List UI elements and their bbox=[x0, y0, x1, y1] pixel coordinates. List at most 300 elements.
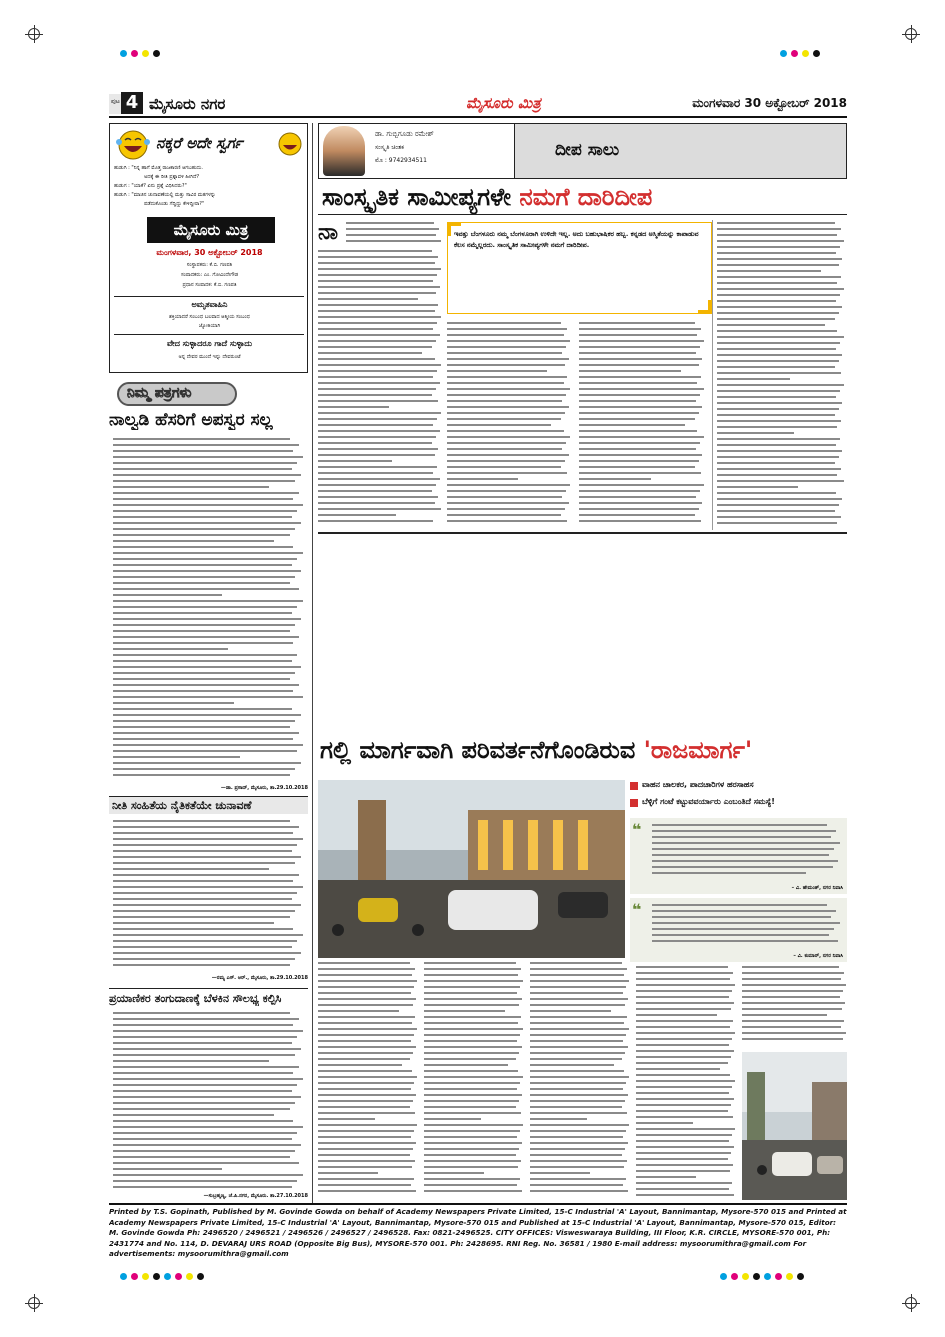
text-line bbox=[424, 1154, 516, 1156]
letter3-body bbox=[113, 1012, 305, 1192]
letter2-signature: —ರಮ್ಯ ಎಸ್. ಆರ್., ಮೈಸೂರು, ತಾ.29.10.2018 bbox=[211, 975, 308, 981]
text-line bbox=[318, 986, 414, 988]
text-line bbox=[742, 972, 844, 974]
text-line bbox=[717, 330, 837, 332]
text-line bbox=[530, 962, 622, 964]
text-line bbox=[424, 1076, 523, 1078]
text-line bbox=[579, 460, 699, 462]
text-line bbox=[424, 1016, 521, 1018]
text-line bbox=[113, 522, 301, 524]
text-line bbox=[530, 1016, 627, 1018]
text-line bbox=[113, 690, 293, 692]
amruta-title: ಅಮೃತವಾಹಿನಿ bbox=[191, 300, 228, 309]
text-line bbox=[742, 990, 843, 992]
text-line bbox=[530, 1052, 625, 1054]
text-line bbox=[652, 934, 829, 936]
text-line bbox=[424, 1178, 520, 1180]
color-bar bbox=[720, 1273, 804, 1280]
text-line bbox=[447, 334, 564, 336]
quote1-signature: – ವಿ. ಹೇಮಂತ್, ನಗರ ನಿವಾಸಿ bbox=[791, 885, 843, 891]
mastbox-founder: ಸಂಸ್ಥಾಪಕರು: ಕೆ.ಬಿ. ಗಣಪತಿ bbox=[186, 262, 233, 268]
text-line bbox=[318, 1112, 415, 1114]
text-line bbox=[447, 394, 566, 396]
text-line bbox=[636, 1068, 720, 1070]
text-line bbox=[113, 606, 297, 608]
letter1-signature: —ಡಾ. ಪ್ರಸಾದ್, ಮೈಸೂರು, ತಾ.29.10.2018 bbox=[220, 785, 308, 791]
text-line bbox=[318, 1100, 413, 1102]
text-line bbox=[652, 866, 833, 868]
text-line bbox=[717, 276, 841, 278]
text-line bbox=[113, 744, 303, 746]
feature-headline bbox=[318, 183, 847, 215]
text-line bbox=[636, 966, 728, 968]
text-line bbox=[579, 334, 697, 336]
rajmarg-quote1 bbox=[630, 818, 847, 894]
text-line bbox=[530, 1136, 623, 1138]
text-line bbox=[636, 1128, 735, 1130]
page-number: 4 bbox=[121, 92, 143, 114]
text-line bbox=[318, 262, 435, 264]
text-line bbox=[579, 430, 697, 432]
text-line bbox=[113, 958, 295, 960]
text-line bbox=[717, 306, 842, 308]
text-line bbox=[447, 400, 562, 402]
footer-rule bbox=[109, 1203, 847, 1205]
page-prefix: ಪುಟ bbox=[111, 98, 120, 105]
text-line bbox=[424, 1112, 521, 1114]
text-line bbox=[424, 1172, 484, 1174]
text-line bbox=[318, 1028, 417, 1030]
text-line bbox=[113, 1084, 297, 1086]
text-line bbox=[113, 486, 269, 488]
text-line bbox=[579, 358, 702, 360]
text-line bbox=[717, 264, 839, 266]
text-line bbox=[717, 318, 835, 320]
text-line bbox=[717, 474, 837, 476]
pull-quote bbox=[447, 222, 712, 314]
text-line bbox=[636, 1110, 728, 1112]
text-line bbox=[717, 510, 835, 512]
text-line bbox=[424, 1142, 522, 1144]
feature-body bbox=[717, 222, 845, 528]
text-line bbox=[447, 508, 565, 510]
text-line bbox=[113, 1186, 292, 1188]
text-line bbox=[346, 222, 434, 224]
letter3-signature: —ಸುಬ್ರಹ್ಮಣ್ಯ, ಜೆ.ಪಿ.ನಗರ, ಮೈಸೂರು. ತಾ.27.10.2018 bbox=[203, 1193, 308, 1199]
text-line bbox=[318, 1094, 416, 1096]
text-line bbox=[579, 466, 695, 468]
text-line bbox=[113, 1042, 292, 1044]
text-line bbox=[579, 454, 702, 456]
sidebar-box bbox=[109, 123, 308, 373]
text-line bbox=[579, 340, 704, 342]
text-line bbox=[447, 370, 547, 372]
text-line bbox=[113, 762, 301, 764]
text-line bbox=[113, 874, 299, 876]
text-line bbox=[113, 516, 292, 518]
text-line bbox=[717, 294, 840, 296]
text-line bbox=[318, 478, 440, 480]
text-line bbox=[424, 1070, 518, 1072]
text-line bbox=[530, 1034, 626, 1036]
laughing-face-icon bbox=[276, 130, 304, 158]
author-name: ಡಾ. ಗುಬ್ಬಿಗೂಡು ರಮೇಶ್ bbox=[375, 130, 434, 138]
text-line bbox=[318, 1178, 414, 1180]
text-line bbox=[424, 1184, 517, 1186]
text-line bbox=[113, 756, 240, 758]
text-line bbox=[717, 480, 844, 482]
text-line bbox=[717, 288, 844, 290]
text-line bbox=[113, 774, 290, 776]
text-line bbox=[113, 1090, 292, 1092]
text-line bbox=[318, 962, 410, 964]
text-line bbox=[424, 1028, 523, 1030]
text-line bbox=[318, 514, 396, 516]
text-line bbox=[530, 1040, 623, 1042]
text-line bbox=[717, 342, 840, 344]
text-line bbox=[113, 1048, 301, 1050]
text-line bbox=[530, 1028, 629, 1030]
text-line bbox=[742, 978, 841, 980]
text-line bbox=[318, 1172, 378, 1174]
text-line bbox=[318, 406, 389, 408]
rajmarg-photo-main bbox=[318, 780, 625, 958]
text-line bbox=[447, 352, 562, 354]
text-line bbox=[447, 364, 565, 366]
text-line bbox=[113, 1126, 303, 1128]
text-line bbox=[579, 412, 699, 414]
text-line bbox=[579, 514, 695, 516]
text-line bbox=[318, 460, 392, 462]
text-line bbox=[717, 432, 794, 434]
text-line bbox=[113, 450, 293, 452]
text-line bbox=[652, 836, 831, 838]
text-line bbox=[447, 472, 567, 474]
text-line bbox=[113, 1138, 292, 1140]
text-line bbox=[424, 1010, 505, 1012]
text-line bbox=[318, 448, 438, 450]
text-line bbox=[113, 546, 293, 548]
text-line bbox=[636, 1158, 728, 1160]
text-line bbox=[717, 450, 842, 452]
divider bbox=[114, 296, 304, 297]
text-line bbox=[636, 978, 730, 980]
text-line bbox=[717, 516, 841, 518]
text-line bbox=[636, 1080, 735, 1082]
text-line bbox=[318, 1010, 399, 1012]
mastbox-date: ಮಂಗಳವಾರ, 30 ಅಕ್ಟೋಬರ್ 2018 bbox=[156, 248, 263, 257]
text-line bbox=[424, 968, 521, 970]
text-line bbox=[113, 838, 303, 840]
text-line bbox=[424, 1100, 519, 1102]
text-line bbox=[717, 402, 842, 404]
feature-body bbox=[318, 250, 442, 528]
text-line bbox=[530, 1094, 628, 1096]
text-line bbox=[318, 1160, 415, 1162]
text-line bbox=[424, 1022, 518, 1024]
text-line bbox=[346, 228, 439, 230]
text-line bbox=[113, 1012, 290, 1014]
text-line bbox=[717, 414, 835, 416]
text-line bbox=[318, 394, 432, 396]
text-line bbox=[318, 334, 440, 336]
text-line bbox=[636, 1074, 730, 1076]
text-line bbox=[717, 354, 842, 356]
text-line bbox=[113, 886, 303, 888]
text-line bbox=[318, 1076, 417, 1078]
text-line bbox=[652, 854, 829, 856]
text-line bbox=[717, 504, 839, 506]
text-line bbox=[530, 1184, 623, 1186]
text-line bbox=[318, 1064, 402, 1066]
text-line bbox=[318, 1052, 413, 1054]
text-line bbox=[318, 364, 441, 366]
bullet-icon bbox=[630, 799, 638, 807]
text-line bbox=[579, 472, 701, 474]
text-line bbox=[579, 322, 695, 324]
text-line bbox=[579, 364, 699, 366]
text-line bbox=[447, 346, 566, 348]
laughing-emoji-icon bbox=[114, 128, 152, 162]
text-line bbox=[113, 480, 295, 482]
text-line bbox=[318, 1184, 411, 1186]
joke-line: ಹುಡುಗಿ : "ನಿನ್ನ ಹಾಗೆ ಮೊತ್ತ ರಾಜಕಾರಣಿ ಆಗಬಹುದು. bbox=[114, 165, 203, 171]
text-line bbox=[318, 998, 416, 1000]
color-bar bbox=[120, 50, 160, 57]
text-line bbox=[318, 520, 433, 522]
page-header bbox=[109, 92, 847, 114]
text-line bbox=[318, 466, 437, 468]
text-line bbox=[636, 1008, 731, 1010]
text-line bbox=[717, 396, 836, 398]
text-line bbox=[636, 984, 735, 986]
text-line bbox=[113, 1120, 293, 1122]
text-line bbox=[113, 964, 290, 966]
rajmarg-body bbox=[424, 962, 524, 1200]
text-line bbox=[579, 376, 701, 378]
text-line bbox=[447, 448, 562, 450]
text-line bbox=[742, 966, 839, 968]
text-line bbox=[318, 1022, 412, 1024]
text-line bbox=[579, 370, 681, 372]
text-line bbox=[318, 1118, 375, 1120]
rajmarg-headline bbox=[318, 736, 847, 778]
text-line bbox=[530, 1106, 622, 1108]
text-line bbox=[424, 998, 522, 1000]
text-line bbox=[717, 522, 837, 524]
feature-body bbox=[447, 322, 571, 528]
pull-quote-text: ಇವತ್ತು ಬೆಂಗಳೂರು ನಮ್ಮ ಬೆಂಗಳೂರಾಗಿ ಉಳಿದೇ ಇಲ್ಲ. ಅದು ಬಹುಭಾಷಿಕರ ಹಬ್ಬ. ಕನ್ನಡದ ಅಸ್ಮಿತೆಯನ್ನು ಕಾಪಾಡುವ ಕೆಲಸ ನಮ್ಮೆಲ್ಲರದು. ಸಾಂಸ್ಕೃತಿಕ ಸಾಮೀಪ್ಯಗಳೇ ನಮಗೆ ದಾರಿದೀಪ. bbox=[454, 230, 699, 249]
text-line bbox=[652, 910, 836, 912]
divider bbox=[109, 988, 308, 989]
text-line bbox=[113, 588, 299, 590]
text-line bbox=[742, 1008, 842, 1010]
text-line bbox=[717, 336, 844, 338]
letters-banner-text: ನಿಮ್ಮ ಪತ್ರಗಳು bbox=[127, 385, 192, 401]
text-line bbox=[346, 234, 436, 236]
text-line bbox=[717, 366, 835, 368]
text-line bbox=[113, 850, 292, 852]
text-line bbox=[424, 986, 520, 988]
text-line bbox=[652, 848, 834, 850]
text-line bbox=[113, 474, 301, 476]
text-line bbox=[717, 234, 837, 236]
text-line bbox=[318, 340, 436, 342]
text-line bbox=[424, 1058, 516, 1060]
text-line bbox=[318, 496, 438, 498]
text-line bbox=[318, 992, 411, 994]
text-line bbox=[579, 400, 696, 402]
text-line bbox=[113, 636, 299, 638]
text-line bbox=[318, 1124, 417, 1126]
text-line bbox=[530, 1076, 629, 1078]
text-line bbox=[113, 1180, 297, 1182]
text-line bbox=[113, 708, 292, 710]
text-line bbox=[717, 360, 839, 362]
text-line bbox=[530, 968, 627, 970]
text-line bbox=[318, 400, 438, 402]
text-line bbox=[579, 502, 702, 504]
text-line bbox=[742, 1026, 841, 1028]
text-line bbox=[424, 1040, 517, 1042]
text-line bbox=[113, 738, 293, 740]
text-line bbox=[447, 496, 562, 498]
text-line bbox=[579, 424, 685, 426]
text-line bbox=[318, 490, 432, 492]
bullet-icon bbox=[630, 782, 638, 790]
text-line bbox=[113, 534, 290, 536]
rajmarg-bullet1: ವಾಹನ ಚಾಲಕರ, ಪಾದಚಾರಿಗಳ ಹರಸಾಹಸ bbox=[642, 780, 754, 789]
text-line bbox=[113, 750, 297, 752]
text-line bbox=[113, 1078, 303, 1080]
text-line bbox=[113, 732, 299, 734]
text-line bbox=[636, 1086, 732, 1088]
text-line bbox=[530, 980, 629, 982]
text-line bbox=[113, 570, 301, 572]
text-line bbox=[318, 424, 433, 426]
text-line bbox=[318, 1040, 411, 1042]
text-line bbox=[447, 424, 551, 426]
text-line bbox=[113, 910, 295, 912]
text-line bbox=[652, 940, 838, 942]
text-line bbox=[636, 1062, 728, 1064]
text-line bbox=[113, 1174, 303, 1176]
text-line bbox=[579, 406, 702, 408]
text-line bbox=[113, 832, 293, 834]
text-line bbox=[113, 1108, 290, 1110]
quote-icon: ❝ bbox=[632, 820, 642, 839]
section-name: ಮೈಸೂರು ನಗರ bbox=[149, 95, 226, 113]
text-line bbox=[652, 824, 827, 826]
text-line bbox=[579, 382, 697, 384]
text-line bbox=[424, 1034, 520, 1036]
text-line bbox=[447, 412, 565, 414]
text-line bbox=[579, 484, 704, 486]
text-line bbox=[113, 898, 292, 900]
text-line bbox=[318, 1154, 410, 1156]
text-line bbox=[636, 972, 733, 974]
text-line bbox=[113, 940, 297, 942]
header-rule bbox=[109, 116, 847, 118]
text-line bbox=[113, 928, 293, 930]
text-line bbox=[318, 418, 437, 420]
text-line bbox=[113, 1018, 299, 1020]
text-line bbox=[579, 346, 700, 348]
text-line bbox=[717, 270, 821, 272]
text-line bbox=[652, 916, 831, 918]
text-line bbox=[113, 1066, 299, 1068]
text-line bbox=[113, 904, 301, 906]
text-line bbox=[636, 1026, 730, 1028]
text-line bbox=[652, 860, 838, 862]
text-line bbox=[636, 1104, 731, 1106]
feature-body bbox=[346, 222, 442, 246]
text-line bbox=[113, 726, 290, 728]
text-line bbox=[447, 340, 570, 342]
text-line bbox=[318, 1088, 411, 1090]
text-line bbox=[447, 502, 569, 504]
author-role: ಸಂಸ್ಕೃತಿ ಚಿಂತಕ bbox=[375, 144, 404, 151]
amruta-line: ಜ್ಯೋತಿಯಾಗಿ bbox=[198, 323, 221, 329]
text-line bbox=[318, 1058, 410, 1060]
registration-mark bbox=[28, 1297, 40, 1309]
text-line bbox=[424, 1064, 508, 1066]
text-line bbox=[530, 1130, 626, 1132]
joke-line: ಹುಡುಗಿ : "ಮಾಜಿನ ಚುನಾವಣೆಯಲ್ಲಿ ಮತ್ತು ಸಾವಿರ ಮತಗಳನ್ನು bbox=[114, 192, 216, 198]
text-line bbox=[717, 282, 837, 284]
quote2-signature: – ವಿ. ಕುಮಾರ್, ನಗರ ನಿವಾಸಿ bbox=[793, 953, 843, 959]
text-line bbox=[447, 484, 570, 486]
letters-banner bbox=[109, 382, 308, 406]
text-line bbox=[318, 388, 436, 390]
text-line bbox=[113, 1144, 301, 1146]
text-line bbox=[579, 490, 700, 492]
letter3-headline: ಪ್ರಯಾಣಿಕರ ತಂಗುದಾಣಕ್ಕೆ ಬೆಳಕಿನ ಸೌಲಭ್ಯ ಕಲ್ಪಿಸಿ bbox=[109, 992, 282, 1005]
text-line bbox=[530, 1088, 623, 1090]
text-line bbox=[579, 418, 695, 420]
joke-line: ಅದಕ್ಕೆ ಈ ರೀತಿ ಪ್ರಶ್ನಾವಳಿ ಹೀಗಿದೆ? bbox=[144, 174, 200, 180]
text-line bbox=[318, 292, 436, 294]
text-line bbox=[318, 304, 438, 306]
text-line bbox=[652, 872, 806, 874]
text-line bbox=[424, 1094, 522, 1096]
text-line bbox=[424, 1148, 519, 1150]
text-line bbox=[318, 376, 433, 378]
text-line bbox=[113, 856, 301, 858]
text-line bbox=[113, 576, 295, 578]
rajmarg-bullet2: ಬೆಳ್ಳಿಗೆ ಗಂಟೆ ಕಟ್ಟುವವರ್ಯಾರು ಎಂಬಂತಿದೆ ಸಮಸ್ಯೆ! bbox=[642, 797, 775, 806]
rajmarg-body bbox=[318, 962, 418, 1200]
text-line bbox=[579, 508, 699, 510]
text-line bbox=[113, 612, 292, 614]
text-line bbox=[318, 1148, 413, 1150]
text-line bbox=[636, 1020, 733, 1022]
text-line bbox=[717, 498, 842, 500]
feature-body bbox=[579, 322, 705, 528]
text-line bbox=[742, 1032, 846, 1034]
quote1-body bbox=[652, 824, 842, 880]
text-line bbox=[113, 720, 295, 722]
text-line bbox=[530, 1082, 626, 1084]
text-line bbox=[318, 430, 440, 432]
text-line bbox=[530, 1058, 622, 1060]
text-line bbox=[113, 820, 290, 822]
text-line bbox=[717, 426, 837, 428]
text-line bbox=[318, 310, 435, 312]
text-line bbox=[318, 1190, 416, 1192]
text-line bbox=[717, 240, 844, 242]
text-line bbox=[113, 952, 301, 954]
